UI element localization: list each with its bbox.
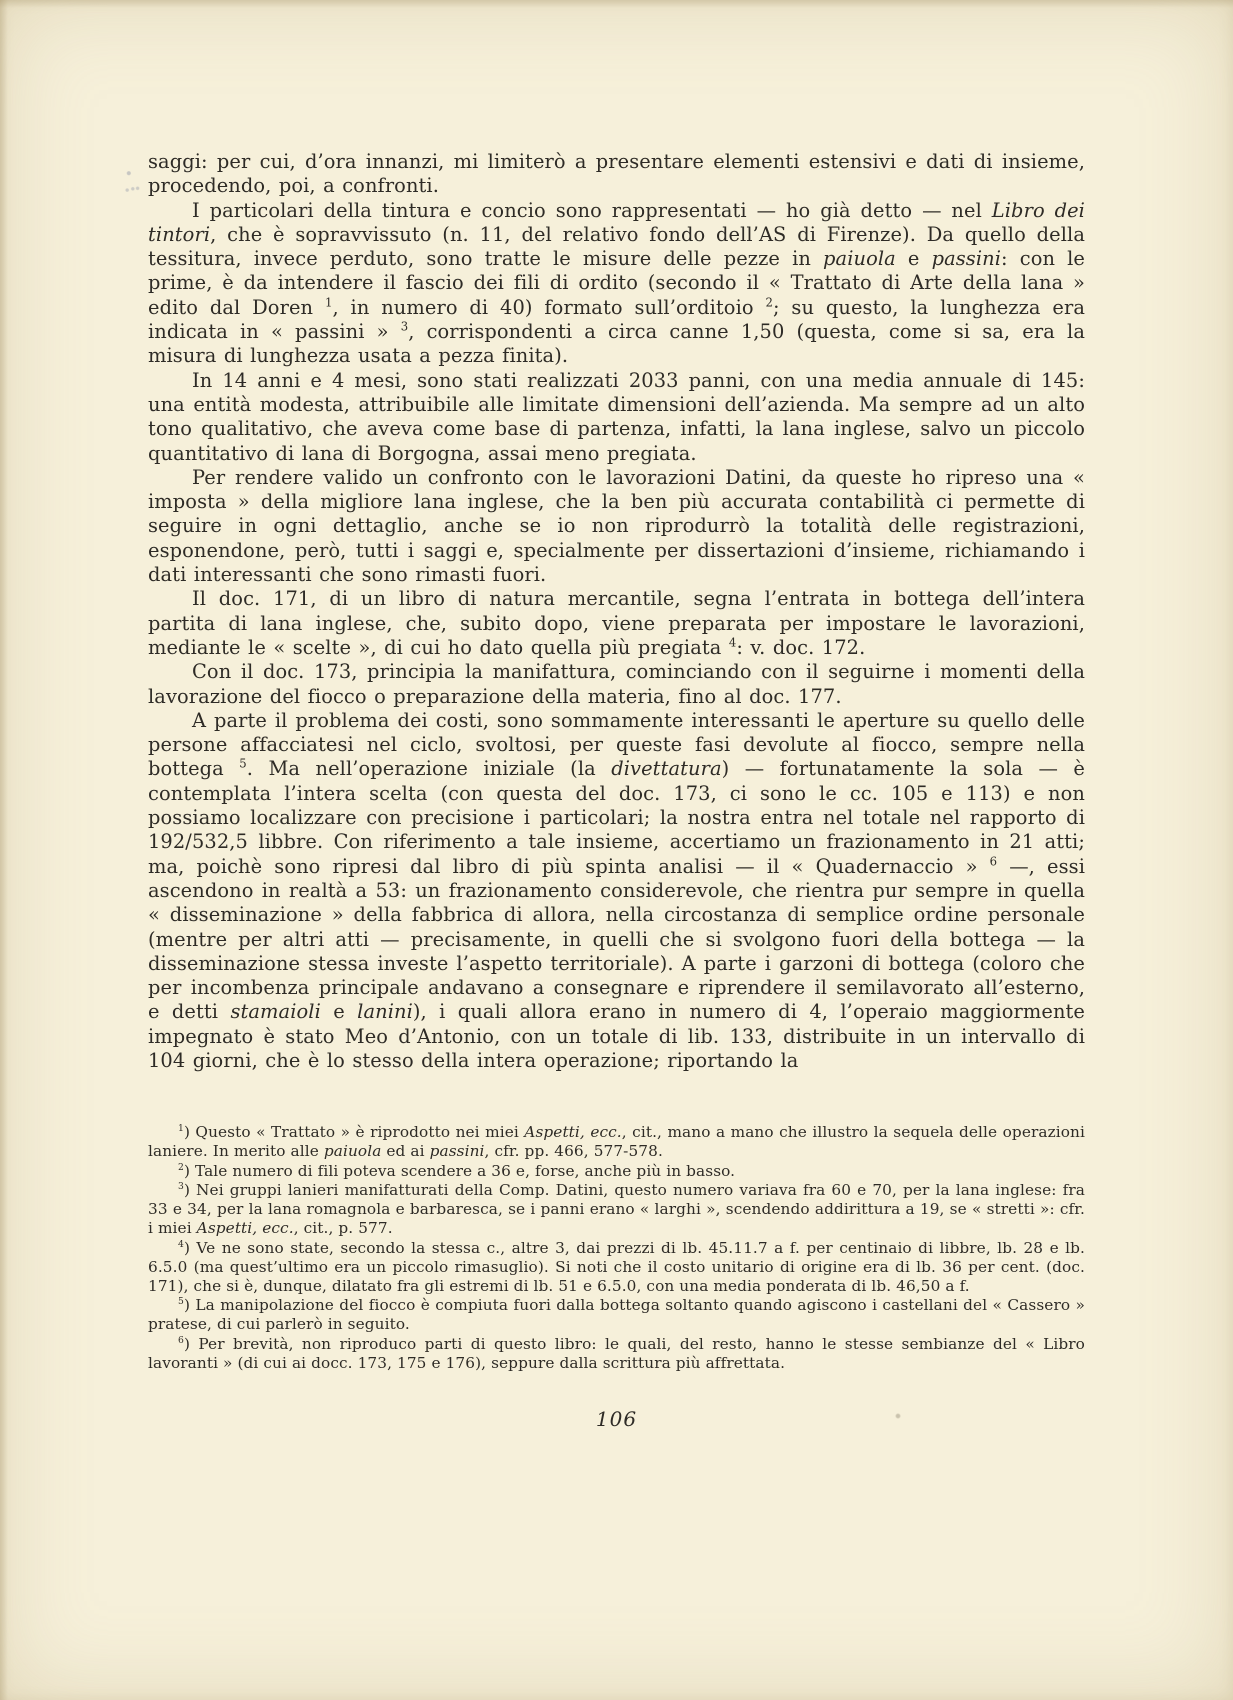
page-content [148, 150, 1085, 1431]
footnote: $^3$) Nei gruppi lanieri manifatturati della Comp. Datini, questo numero variava fra 60 e 70, per la lana inglese: fra 33 e 34, per la lana romagnola e barbaresca, se i panni erano « larghi », scendendo addirittura a 19, se « stretti »: cfr. i miei Aspetti, ecc., cit., p. 577. [148, 1180, 1085, 1238]
paragraph: Per rendere valido un confronto con le lavorazioni Datini, da queste ho ripreso una « imposta » della migliore lana inglese, che la ben più accurata contabilità ci permette di seguire in ogni dettaglio, anche se io non riprodurrò la totalità delle registrazioni, esponendone, però, tutti i saggi e, specialmente per dissertazioni d’insieme, richiamando i dati interessanti che sono rimasti fuori. [148, 465, 1085, 587]
paragraph: In 14 anni e 4 mesi, sono stati realizzati 2033 panni, con una media annuale di 145: una entità modesta, attribuibile alle limitate dimensioni dell’azienda. Ma sempre ad un alto tono qualitativo, che aveva come base di partenza, infatti, la lana inglese, salvo un piccolo quantitativo di lana di Borgogna, assai meno pregiata. [148, 368, 1085, 465]
footnote: $^5$) La manipolazione del fiocco è compiuta fuori dalla bottega soltanto quando agiscono i castellani del « Cassero » pratese, di cui parlerò in seguito. [148, 1296, 1085, 1334]
scan-artifact [124, 168, 140, 194]
paragraph: I particolari della tintura e concio sono rappresentati — ho già detto — nel Libro dei tintori, che è sopravvissuto (n. 11, del relativo fondo dell’AS di Firenze). Da quello della tessitura, invece perduto, sono tratte le misure delle pezze in paiuola e passini: con le prime, è da intendere il fascio dei fili di ordito (secondo il « Trattato di Arte della lana » edito dal Doren $^1$, in numero di 40) formato sull’orditoio $^2$; su questo, la lunghezza era indicata in « passini » $^3$, corrispondenti a circa canne 1,50 (questa, come si sa, era la misura di lunghezza usata a pezza finita). [148, 198, 1085, 368]
scan-edge-shadow [0, 0, 1233, 8]
paragraph: A parte il problema dei costi, sono sommamente interessanti le aperture su quello delle persone affacciatesi nel ciclo, svoltosi, per queste fasi devolute al fiocco, sempre nella bottega $^5$. Ma nell’operazione iniziale (la divettatura) — fortunatamente la sola — è contemplata l’intera scelta (con questa del doc. 173, ci sono le cc. 105 e 113) e non possiamo localizzare con precisione i particolari; la nostra entra nel totale nel rapporto di 192/532,5 libbre. Con riferimento a tale insieme, accertiamo un frazionamento in 21 atti; ma, poichè sono ripresi dal libro di più spinta analisi — il « Quadernaccio » $^6$ —, essi ascendono in realtà a 53: un frazionamento considerevole, che rientra pur sempre in quella « disseminazione » della fabbrica di allora, nella circostanza di semplice ordine personale (mentre per altri atti — precisamente, in quelli che si svolgono fuori della bottega — la disseminazione stessa investe l’aspetto territoriale). A parte i garzoni di bottega (coloro che per incombenza principale andavano a consegnare e riprendere il semilavorato all’esterno, e detti stamaioli e lanini), i quali allora erano in numero di 4, l’operaio maggiormente impegnato è stato Meo d’Antonio, con un totale di lib. 133, distribuite in un intervallo di 104 giorni, che è lo stesso della intera operazione; riportando la [148, 708, 1085, 1072]
footnotes [148, 1123, 1085, 1373]
footnote: $^2$) Tale numero di fili poteva scendere a 36 e, forse, anche più in basso. [178, 1161, 736, 1180]
footnote: $^6$) Per brevità, non riproduco parti di questo libro: le quali, del resto, hanno le stesse sembianze del « Libro lavoranti » (di cui ai docc. 173, 175 e 176), seppure dalla scrittura più affrettata. [148, 1334, 1085, 1372]
footnote: $^1$) Questo « Trattato » è riprodotto nei miei Aspetti, ecc., cit., mano a mano che illustro la sequela delle operazioni laniere. In merito alle paiuola ed ai passini, cfr. pp. 466, 577-578. [148, 1123, 1086, 1161]
footnote: $^4$) Ve ne sono state, secondo la stessa c., altre 3, dai prezzi di lb. 45.11.7 a f. per centinaio di libbre, lb. 28 e lb. 6.5.0 (ma quest’ultimo era un piccolo rimasuglio). Si noti che il costo unitario di origine era di lb. 36 per cent. (doc. 171), che si è, dunque, dilatato fra gli estremi di lb. 51 e 6.5.0, con una media ponderata di lb. 46,50 a f. [148, 1238, 1085, 1295]
paragraph: saggi: per cui, d’ora innanzi, mi limiterò a presentare elementi estensivi e dati di insieme, procedendo, poi, a confronti. [148, 150, 1085, 198]
page-number: 106 [595, 1406, 638, 1431]
scan-edge-shadow [0, 0, 8, 1700]
paragraph: Il doc. 171, di un libro di natura mercantile, segna l’entrata in bottega dell’intera partita di lana inglese, che, subito dopo, viene preparata per impostare le lavorazioni, mediante le « scelte », di cui ho dato quella più pregiata $^4$: v. doc. 172. [148, 587, 1085, 659]
paragraph: Con il doc. 173, principia la manifattura, cominciando con il seguirne i momenti della lavorazione del fiocco o preparazione della materia, fino al doc. 177. [148, 660, 1085, 708]
body-text [148, 150, 1085, 1073]
